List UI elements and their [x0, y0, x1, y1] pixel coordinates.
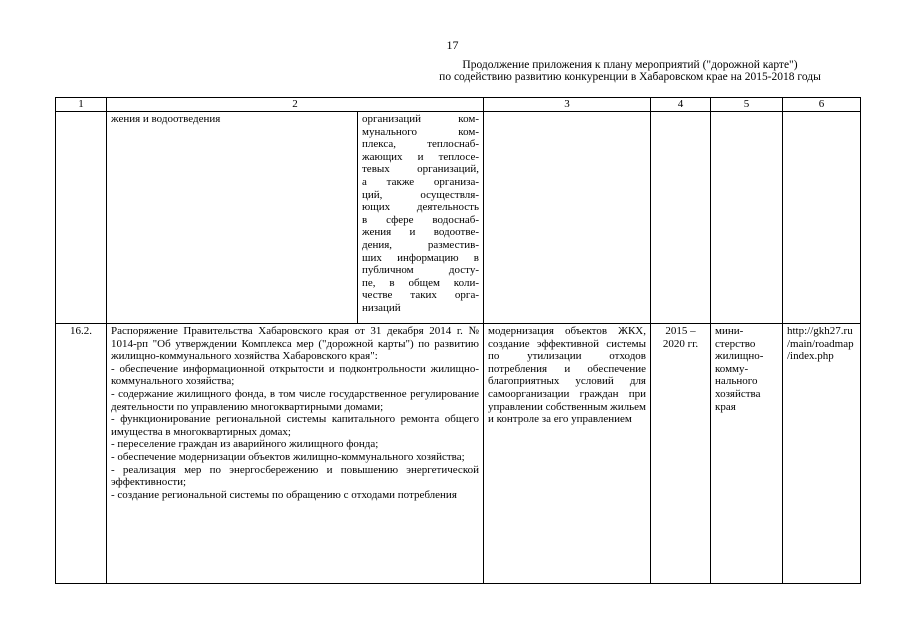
link-line: http://gkh27.ru [787, 325, 853, 337]
responsible-line: нального [715, 375, 758, 388]
indicator-line: мунального ком- [362, 125, 479, 138]
expected-result: модернизация объектов ЖКХ, создание эффективной системы по утилизации отходов потребления и обеспечение благоприятных условий для самоорганизации граждан при управлении собственным жильем и контроле за его управлением [484, 324, 651, 584]
measure-intro: Распоряжение Правительства Хабаровского края от 31 декабря 2014 г. № 1014-рп "Об утверждении Комплекса мер ("дорожной карты") по развитию жилищно-коммунального хозяйства Хабаровского края": [111, 325, 479, 363]
col-number-5: 5 [711, 98, 783, 112]
cell-continued-number [56, 112, 107, 324]
row-number: 16.2. [56, 324, 107, 584]
indicator-line: плекса, теплоснаб- [362, 138, 479, 151]
cell-continued-period [651, 112, 711, 324]
indicator-line: а также организа- [362, 175, 479, 188]
period-line: 2020 гг. [662, 337, 699, 350]
indicator-line: тевых организаций, [362, 163, 479, 176]
indicator-line: ющих деятельность [362, 201, 479, 214]
responsible-executor [711, 324, 783, 584]
cell-continued-indicator [358, 112, 484, 324]
cell-continued-link [783, 112, 861, 324]
col-number-2: 2 [107, 98, 484, 112]
cell-continued-measure: жения и водоотведения [107, 112, 358, 324]
indicator-line: жения и водоотве- [362, 226, 479, 239]
measures-table [55, 97, 861, 584]
table-row-16-2 [56, 324, 861, 584]
indicator-line: честве таких орга- [362, 289, 479, 302]
cell-continued-result [484, 112, 651, 324]
responsible-line: хозяйства [715, 387, 761, 400]
indicator-line: публичном досту- [362, 264, 479, 277]
table-row-continued [56, 112, 861, 324]
col-number-6: 6 [783, 98, 861, 112]
indicator-line: в сфере водоснаб- [362, 213, 479, 226]
indicator-line: дения, разместив- [362, 238, 479, 251]
indicator-line: жающих и теплосе- [362, 150, 479, 163]
measure-item: - функционирование региональной системы капитального ремонта общего имущества в многоквартирных домах; [111, 413, 479, 438]
document-header [400, 59, 860, 83]
measure-item: - создание региональной системы по обращению с отходами потребления [111, 488, 457, 501]
indicator-line: ших информацию в [362, 251, 479, 264]
header-line-2: по содействию развитию конкуренции в Хабаровском крае на 2015-2018 годы [439, 71, 821, 83]
responsible-line: стерство [715, 337, 756, 350]
indicator-line: низаций [362, 301, 401, 314]
information-link [783, 324, 861, 584]
measure-item: - обеспечение информационной открытости и подконтрольности жилищно-коммунального хозяйства; [111, 362, 479, 388]
period-line: 2015 – [665, 325, 696, 337]
measure-description [107, 324, 484, 584]
responsible-line: комму- [715, 362, 749, 375]
column-number-row [56, 98, 861, 112]
measure-item: - реализация мер по энергосбережению и повышению энергетической эффективности; [111, 463, 479, 489]
page-number: 17 [446, 38, 459, 52]
cell-continued-responsible [711, 112, 783, 324]
col-number-4: 4 [651, 98, 711, 112]
measure-item: - переселение граждан из аварийного жилищного фонда; [111, 438, 379, 451]
header-line-1: Продолжение приложения к плану мероприятий ("дорожной карте") [462, 59, 798, 71]
col-number-3: 3 [484, 98, 651, 112]
indicator-line: пе, в общем коли- [362, 276, 479, 289]
link-line: /index.php [787, 350, 834, 363]
measure-item: - содержание жилищного фонда, в том числе государственное регулирование деятельности по управлению многоквартирными домами; [111, 387, 479, 413]
measure-item: - обеспечение модернизации объектов жилищно-коммунального хозяйства; [111, 450, 465, 463]
indicator-line: организаций ком- [362, 113, 479, 125]
implementation-period [651, 324, 711, 584]
responsible-line: жилищно- [715, 350, 764, 363]
responsible-line: края [715, 400, 736, 413]
link-line: /main/roadmap [787, 337, 854, 350]
indicator-line: ций, осуществля- [362, 188, 479, 201]
col-number-1: 1 [56, 98, 107, 112]
responsible-line: мини- [715, 325, 744, 337]
